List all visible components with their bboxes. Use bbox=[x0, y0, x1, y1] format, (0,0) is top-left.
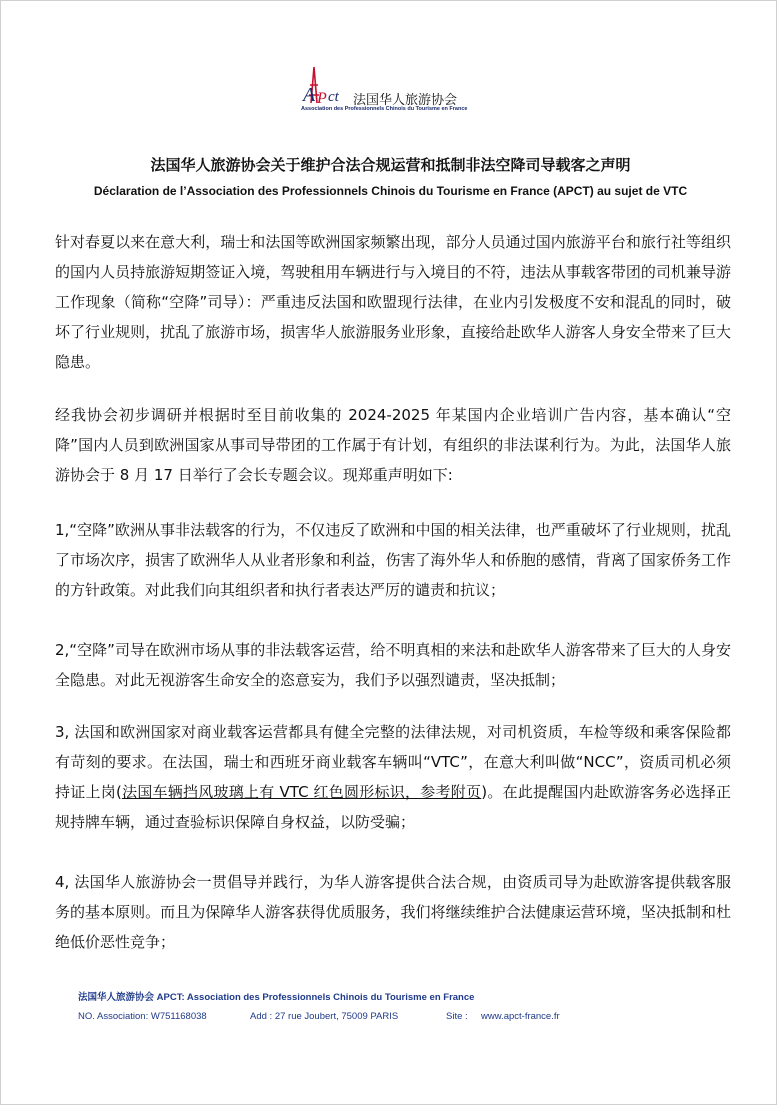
footer-website-link[interactable]: www.apct-france.fr bbox=[481, 1011, 560, 1022]
paragraph-intro: 针对春夏以来在意大利，瑞士和法国等欧洲国家频繁出现，部分人员通过国内旅游平台和旅行社等组织的国内人员持旅游短期签证入境，驾驶租用车辆进行与入境目的不符，违法从事载客带团的司机兼导游工作现象（简称“空降”司导）：严重违反法国和欧盟现行法律，在业内引发极度不安和混乱的同时，破坏了行业规则，扰乱了旅游市场，损害华人旅游服务业形象，直接给赴欧华人游客人身安全带来了巨大隐患。 bbox=[55, 233, 731, 371]
footer-address: Add : 27 rue Joubert, 75009 PARIS bbox=[250, 1011, 399, 1022]
logo-name-en: Association des Professionnels Chinois du Tourisme en France bbox=[301, 106, 468, 112]
footer-contact-line bbox=[78, 1011, 560, 1022]
svg-text:ct: ct bbox=[328, 89, 339, 105]
paragraph-point-4: 4, 法国华人旅游协会一贯倡导并践行，为华人游客提供合法合规，由资质司导为赴欧游客提供载客服务的基本原则。而且为保障华人游客获得优质服务，我们将继续维护合法健康运营环境，坚决抵制和杜绝低价恶性竞争； bbox=[55, 873, 731, 951]
title-cn: 法国华人旅游协会关于维护合法合规运营和抵制非法空降司导载客之声明 bbox=[150, 156, 631, 174]
paragraph-point-3-text-b: )。在此提醒国内赴欧游客务必选择正规持牌车辆，通过查验标识保障自身权益，以防受骗； bbox=[55, 783, 731, 831]
footer bbox=[78, 989, 560, 1022]
logo-name-cn: 法国华人旅游协会 bbox=[353, 93, 458, 108]
footer-site-label: Site : bbox=[446, 1011, 468, 1022]
paragraph-point-2: 2,“空降”司导在欧洲市场从事的非法载客运营，给不明真相的来法和赴欧华人游客带来了巨大的人身安全隐患。对此无视游客生命安全的恣意妄为，我们予以强烈谴责，坚决抵制； bbox=[55, 641, 731, 689]
paragraph-findings: 经我协会初步调研并根据时至目前收集的 2024-2025 年某国内企业培训广告内容，基本确认“空降”国内人员到欧洲国家从事司导带团的工作属于有计划，有组织的非法谋利行为。为此，法国华人旅游协会于 8 月 17 日举行了会长专题会议。现郑重声明如下: bbox=[55, 406, 731, 484]
vtc-sign-reference-link[interactable]: 法国车辆挡风玻璃上有 VTC 红色圆形标识，参考附页 bbox=[121, 783, 482, 801]
paragraph-point-3 bbox=[55, 717, 731, 837]
paragraph-point-1: 1,“空降”欧洲从事非法载客的行为，不仅违反了欧洲和中国的相关法律，也严重破坏了行业规则，扰乱了市场次序，损害了欧洲华人从业者形象和利益，伤害了海外华人和侨胞的感情，背离了国家侨务工作的方针政策。对此我们向其组织者和执行者表达严厉的谴责和抗议； bbox=[55, 521, 731, 599]
paragraph-point-3-text-a: 3, 法国和欧洲国家对商业载客运营都具有健全完整的法律法规，对司机资质，车检等级和乘客保险都有苛刻的要求。在法国，瑞士和西班牙商业载客车辆叫“VTC”，在意大利叫做“NCC”，资质司机必须持证上岗( bbox=[55, 723, 731, 801]
apct-logo-mark-icon bbox=[301, 65, 349, 111]
svg-text:P: P bbox=[317, 90, 327, 107]
footer-association-no: NO. Association: W751168038 bbox=[78, 1011, 207, 1022]
title-fr: Déclaration de l’Association des Professionnels Chinois du Tourisme en France (APCT) au sujet de VTC bbox=[93, 184, 688, 198]
svg-text:A: A bbox=[303, 84, 316, 106]
footer-association-name: 法国华人旅游协会 APCT: Association des Professionnels Chinois du Tourisme en France bbox=[78, 992, 475, 1003]
apct-logo bbox=[301, 65, 491, 115]
